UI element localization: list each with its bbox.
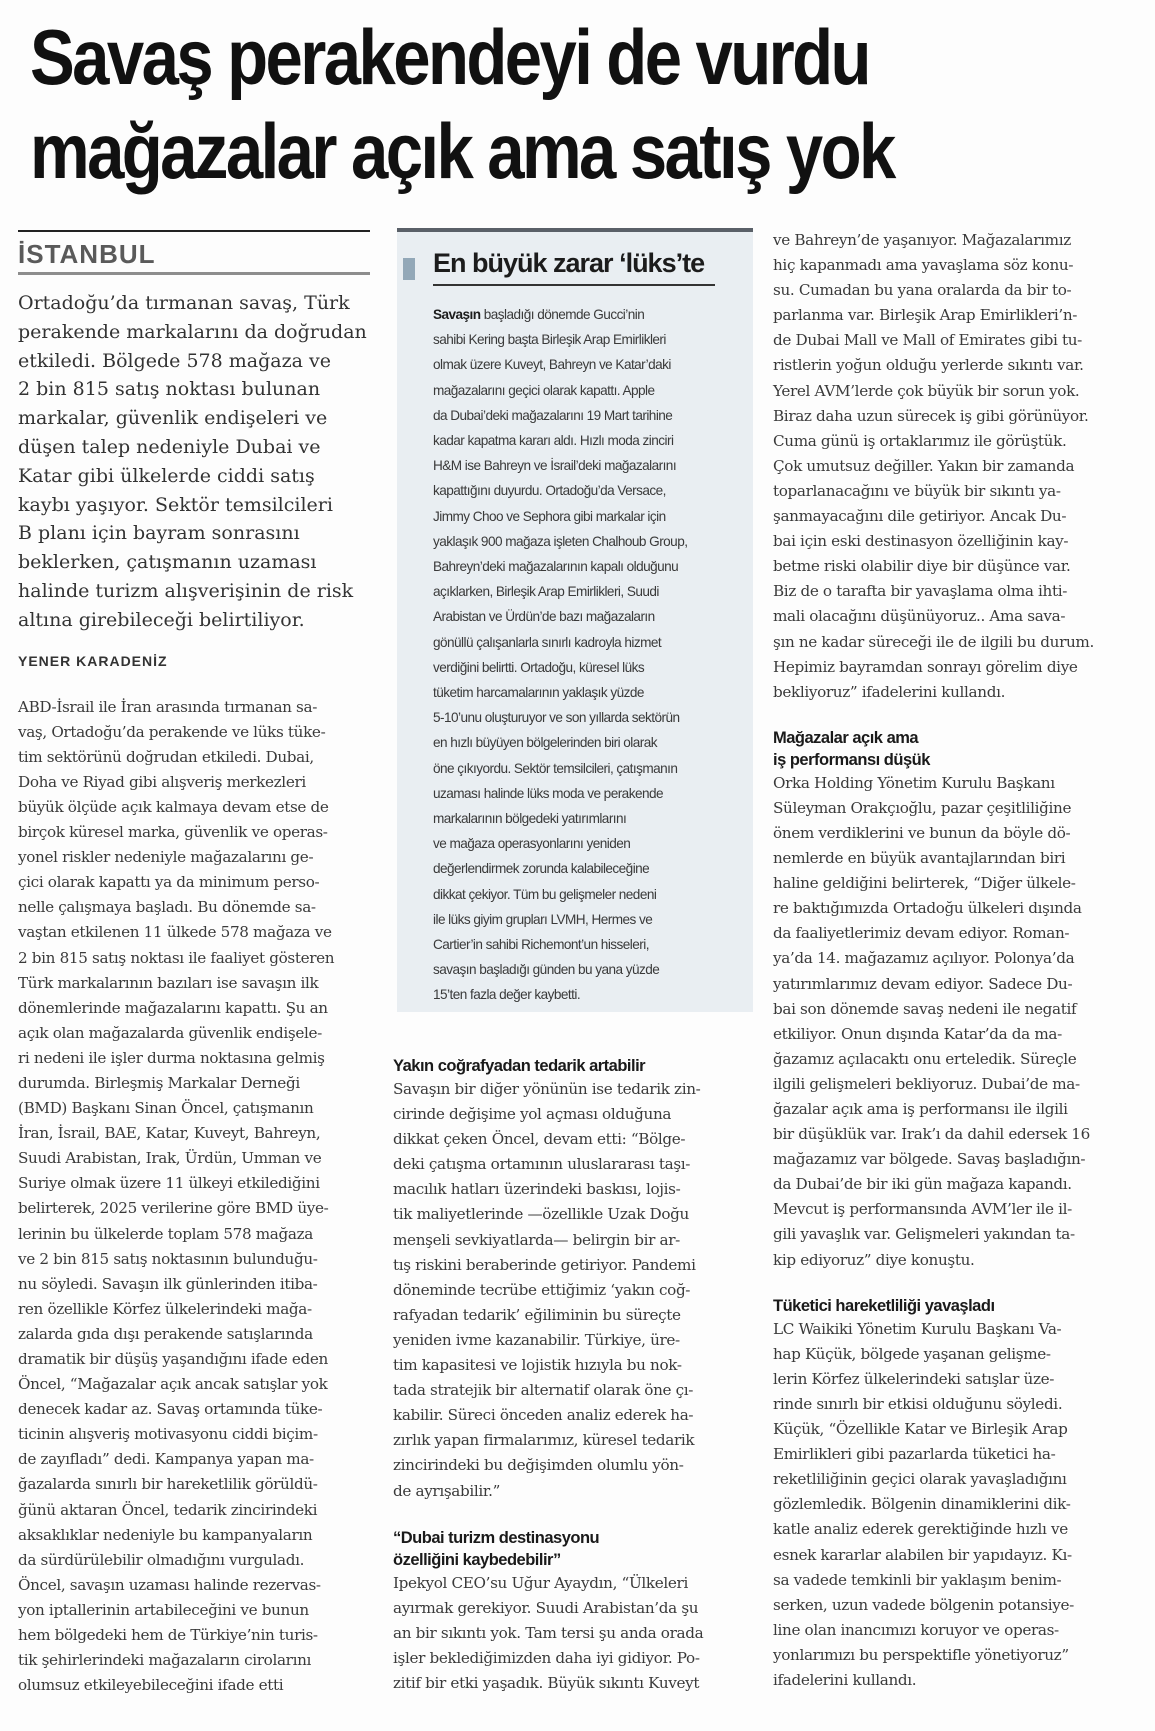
text-line: sahibi Kering başta Birleşik Arap Emirlikleri	[433, 332, 666, 348]
text-line: betme riski olabilir diye bir düşünce var.	[773, 557, 1071, 576]
text-line: Ortadoğu’da tırmanan savaş, Türk	[18, 292, 350, 314]
text-line: ğazalarda sınırlı bir hareketlilik görüldü-	[18, 1475, 318, 1494]
text-line: lerin Körfez ülkelerindeki satışlar üze-	[773, 1369, 1055, 1388]
text-line: aksaklıklar nedeniyle bu kampanyaların	[18, 1525, 313, 1544]
text-line: lerinin bu ülkelerde toplam 578 mağaza	[18, 1224, 313, 1243]
text-line: açık olan mağazalarda güvenlik endişele-	[18, 1023, 322, 1042]
text-line: ve Bahreyn’de yaşanıyor. Mağazalarımız	[773, 231, 1071, 249]
text-line: bai son dönemde savaş nedeni ile negatif	[773, 999, 1077, 1018]
text-line: an bir sıkıntı yok. Tam tersi şu anda orada	[393, 1624, 704, 1643]
text-line: Katar gibi ülkelerde ciddi satış	[18, 464, 315, 487]
text-line: serken, uzun vadede bölgenin potansiye-	[773, 1595, 1074, 1614]
text-line: 2 bin 815 satış noktası ile faaliyet gösteren	[18, 948, 335, 967]
text-line: kaybı yaşıyor. Sektör temsilcileri	[18, 493, 333, 516]
text-line: en hızlı büyüyen bölgelerinden biri olarak	[433, 735, 658, 751]
text-line: mağazalarını geçici olarak kapattı. Apple	[433, 382, 655, 398]
text-line: (BMD) Başkanı Sinan Öncel, çatışmanın	[18, 1099, 314, 1118]
text-line: da Dubai’de bir iki gün mağaza kapandı.	[773, 1175, 1072, 1194]
text-line: kadar kapatma kararı aldı. Hızlı moda zinciri	[433, 433, 674, 449]
text-line: rafyadan tedarik’ eğiliminin bu süreçte	[393, 1305, 681, 1324]
sidebar-title: En büyük zarar ‘lüks’te	[433, 246, 715, 286]
text-line: tış riskini beraberinde getiriyor. Pandemi	[393, 1255, 696, 1274]
text-line: gili yavaşlık var. Gelişmeleri yakından ta-	[773, 1225, 1075, 1244]
headline-line: mağazalar açık ama satış yok	[30, 107, 894, 195]
text-line: parlanma var. Birleşik Arap Emirlikleri’n-	[773, 306, 1078, 325]
text-line: şın ne kadar süreceği ile de ilgili bu durum.	[773, 632, 1094, 651]
text-line: hem bölgedeki hem de Türkiye’nin turis-	[18, 1626, 318, 1645]
text-line: da faaliyetlerimiz devam ediyor. Roman-	[773, 924, 1070, 943]
text-line: kapattığını duyurdu. Ortadoğu’da Versace,	[433, 483, 666, 499]
text-line: re baktığımızda Ortadoğu ülkeleri dışında	[773, 899, 1082, 918]
text-line: hiç kapanmadı ama yavaşlama söz konu-	[773, 256, 1074, 275]
text-line: yonel riskler nedeniyle mağazalarını ge-	[18, 848, 314, 867]
text-line: olmak üzere Kuveyt, Bahreyn ve Katar’daki	[433, 357, 671, 373]
text-line: bai için eski destinasyon özelliğinin kay-	[773, 532, 1069, 551]
text-line: Cartier’in sahibi Richemont’un hisseleri,	[433, 937, 649, 953]
text-line: açıklarken, Birleşik Arap Emirlikleri, Suudi	[433, 584, 659, 600]
text-line: macılık hatları üzerindeki baskısı, lojis-	[393, 1180, 681, 1199]
lead-paragraph	[18, 289, 370, 635]
text-line: değerlendirmek zorunda kalabileceğine	[433, 861, 650, 877]
text-line: savaşın başladığı günden bu yana yüzde	[433, 962, 660, 978]
text-line: vaş, Ortadoğu’da perakende ve lüks tüke-	[18, 722, 326, 741]
text-line: döneminde tecrübe ettiğimiz ‘yakın coğ-	[393, 1280, 691, 1299]
headline-line: Savaş perakendeyi de vurdu	[30, 13, 869, 101]
text-line: ifadelerini kullandı.	[773, 1670, 917, 1689]
text-line: dikkat çekiyor. Tüm bu gelişmeler nedeni	[433, 886, 657, 902]
section-supply	[393, 1055, 753, 1504]
text-line: da sürdürülebilir olmadığını vurguladı.	[18, 1550, 305, 1569]
subhead-line: “Dubai turizm destinasyonu	[393, 1529, 600, 1547]
text-line: Çok umutsuz değiller. Yakın bir zamanda	[773, 456, 1075, 475]
text-line: ya’da 14. mağazamız açılıyor. Polonya’da	[773, 949, 1075, 968]
text-line: Ipekyol CEO’su Uğur Ayaydın, “Ülkeleri	[393, 1574, 688, 1592]
text-line: tüketim harcamalarının yaklaşık yüzde	[433, 685, 644, 701]
article-headline	[30, 10, 985, 198]
text-line: vaştan etkilenen 11 ülkede 578 mağaza ve	[18, 923, 332, 942]
text-line: ğazalar açık ama iş performansı ile ilgili	[773, 1100, 1068, 1118]
text-line: de Dubai Mall ve Mall of Emirates gibi tu-	[773, 331, 1082, 350]
text-line: ren özellikle Körfez ülkelerindeki mağa-	[18, 1299, 312, 1318]
text-line: Emirlikleri gibi pazarlarda tüketici ha-	[773, 1445, 1056, 1464]
text-line: zırlık yapan firmalarımız, küresel tedarik	[393, 1431, 695, 1450]
text-line: tim sektörünü doğrudan etkiledi. Dubai,	[18, 747, 314, 766]
subhead-line: özelliğini kaybedebilir”	[393, 1551, 561, 1569]
text-line: 5-10’unu oluşturuyor ve son yıllarda sektörün	[433, 710, 680, 726]
text-line: yon iptallerinin artabileceğini ve bunun	[18, 1600, 309, 1619]
text-line: esnek kararlar alabilen bir yapıdayız. Kı-	[773, 1545, 1072, 1564]
text-line: altına girebileceği belirtiliyor.	[18, 608, 305, 631]
body-text	[773, 1317, 1135, 1693]
body-text	[393, 1571, 753, 1696]
text-line: haline geldiğini belirterek, “Diğer ülkele-	[773, 874, 1076, 893]
text-line: dönemlerinde mağazalarını kapattı. Şu an	[18, 998, 328, 1017]
text-line: etkiledi. Bölgede 578 mağaza ve	[18, 349, 331, 372]
text-line: Hepimiz bayramdan sonrayı görelim diye	[773, 657, 1078, 676]
text-line: ve 2 bin 815 satış noktasının bulunduğu-	[18, 1249, 318, 1268]
text-line: önem verdiklerini ve bunun da böyle dö-	[773, 823, 1071, 842]
text-line: da Dubai’deki mağazalarını 19 Mart tarihine	[433, 407, 673, 423]
text-line: dikkat çeken Öncel, devam etti: “Bölge-	[393, 1130, 686, 1149]
sidebar-lines	[433, 327, 743, 1007]
text-line: Arabistan ve Ürdün’de bazı mağazaların	[433, 609, 655, 625]
body-text	[773, 771, 1135, 1273]
text-line: yeniden ivme kazanabilir. Türkiye, üre-	[393, 1330, 680, 1349]
text-line: rinde sınırlı bir etkisi olduğunu söyledi.	[773, 1394, 1063, 1413]
text-line: tik şehirlerindeki mağazaların cirolarını	[18, 1651, 312, 1670]
text-line: Savaşın bir diğer yönünün ise tedarik zin-	[393, 1080, 701, 1098]
text-line: Öncel, “Mağazalar açık ancak satışlar yok	[18, 1375, 328, 1394]
body-text	[773, 228, 1135, 705]
text-line: uzaması halinde lüks moda ve perakende	[433, 785, 663, 801]
text-line: perakende markalarını da doğrudan	[18, 320, 367, 343]
text-line: gözlemledik. Bölgenin dinamiklerini dik-	[773, 1495, 1071, 1514]
text-line: H&M ise Bahreyn ve İsrail’deki mağazalarını	[433, 458, 677, 474]
text-line: zincirindeki bu değişimden olumlu yön-	[393, 1456, 684, 1475]
text-line: etkiliyor. Onun dışında Katar’da da ma-	[773, 1024, 1062, 1043]
text-line: bir düşüklük var. Irak’ı da dahil edersek 16	[773, 1125, 1090, 1144]
text-line: Biraz daha uzun sürecek iş gibi görünüyor.	[773, 406, 1089, 425]
text-line: yaklaşık 900 mağaza işleten Chalhoub Group,	[433, 533, 688, 549]
text-line: büyük ölçüde açık kalmaya devam etse de	[18, 797, 329, 816]
text-line: Küçük, “Özellikle Katar ve Birleşik Arap	[773, 1420, 1068, 1439]
text-line: reketliliğinin geçici olarak yavaşladığını	[773, 1470, 1067, 1489]
text-line: hap Küçük, bölgede yaşanan gelişme-	[773, 1344, 1051, 1363]
text-line: belirterek, 2025 verilerine göre BMD üye-	[18, 1199, 329, 1218]
text-line: kip ediyoruz” diye konuştu.	[773, 1250, 975, 1269]
text-line: Doha ve Riyad gibi alışveriş merkezleri	[18, 772, 306, 791]
text-line: su. Cumadan bu yana oralarda da bir to-	[773, 281, 1072, 300]
text-line: Cuma günü iş ortaklarımız ile görüştük.	[773, 431, 1067, 450]
text-line: line olan inancımızı koruyor ve operas-	[773, 1620, 1059, 1639]
text-line: ğazamız açılacaktı onu erteledik. Süreçle	[773, 1049, 1077, 1068]
body-text	[18, 695, 370, 1699]
text-line: yonlarımızı bu perspektifle yönetiyoruz”	[773, 1645, 1069, 1664]
text-line: işler beklediğimizden daha iyi gidiyor. Po-	[393, 1649, 700, 1668]
text-line: bekliyoruz” ifadelerini kullandı.	[773, 682, 1006, 701]
text-line: yatırımlarımız devam ediyor. Sadece Du-	[773, 974, 1073, 993]
text-line: Jimmy Choo ve Sephora gibi markalar için	[433, 508, 666, 524]
text-line: verdiğini belirtti. Ortadoğu, küresel lüks	[433, 659, 645, 675]
text-line: ayırmak gerekiyor. Suudi Arabistan’da şu	[393, 1599, 699, 1618]
subhead	[393, 1527, 753, 1571]
subhead-line: Mağazalar açık ama	[773, 728, 919, 747]
text-line: dramatik bir düşüş yaşandığını ifade eden	[18, 1350, 328, 1368]
body-text	[393, 1077, 753, 1504]
text-line: nelle çalışmaya başladı. Bu dönemde sa-	[18, 898, 316, 917]
text-line: nu söyledi. Savaşın ilk günlerinden itiba-	[18, 1274, 318, 1293]
text-line: cirinde değişime yol açması olduğuna	[393, 1105, 672, 1124]
text-line: Türk markalarının bazıları ise savaşın ilk	[18, 973, 319, 992]
text-line: ri nedeni ile işler durma noktasına gelmiş	[18, 1048, 325, 1067]
text-line: Bahreyn’deki mağazalarının kapalı olduğunu	[433, 559, 679, 575]
text-line: olumsuz etkileyebileceğini ifade etti	[18, 1676, 284, 1695]
text-line: 15’ten fazla değer kaybetti.	[433, 987, 581, 1003]
text-line: zitif bir etki yaşadık. Büyük sıkıntı Kuveyt	[393, 1674, 700, 1693]
text-line: tik maliyetlerinde —özellikle Uzak Doğu	[393, 1205, 689, 1224]
sidebar-box	[397, 228, 753, 1012]
sidebar-body	[433, 302, 743, 1008]
text-line: Süleyman Orakçıoğlu, pazar çeşitliliğine	[773, 798, 1072, 817]
text-line: ğünü aktaran Öncel, tedarik zincirindeki	[18, 1500, 318, 1519]
byline: YENER KARADENİZ	[18, 652, 168, 669]
text-line: markalarının bölgedeki yatırımlarını	[433, 811, 627, 827]
column-3	[773, 228, 1135, 1693]
divider	[18, 272, 370, 275]
text-line: ristlerin yoğun olduğu yerlerde sıkıntı var.	[773, 356, 1084, 375]
text-line: ticinin alışveriş motivasyonu ciddi biçim-	[18, 1425, 318, 1444]
text-line: Suriye olmak üzere 11 ülkeyi etkilediğini	[18, 1174, 320, 1193]
text-line: tim kapasitesi ve lojistik hızıyla bu nok-	[393, 1356, 682, 1375]
subhead: Yakın coğrafyadan tedarik artabilir	[393, 1057, 646, 1075]
text-line: kabilir. Süreci önceden analiz ederek ha-	[393, 1406, 694, 1425]
text-line: zalarda gıda dışı perakende satışlarında	[18, 1324, 313, 1343]
text-line: çici olarak kapattı ya da minimum perso-	[18, 873, 320, 892]
section-dubai	[393, 1527, 753, 1696]
column-1	[18, 225, 370, 1698]
text-line: düşen talep nedeniyle Dubai ve	[18, 435, 321, 458]
subhead-line: iş performansı düşük	[773, 750, 930, 769]
subhead: Tüketici hareketliliği yavaşladı	[773, 1296, 995, 1315]
text-line: Yerel AVM’lerde çok büyük bir sorun yok.	[773, 381, 1080, 400]
text-line: mağazamız var bölgede. Savaş başladığın-	[773, 1150, 1086, 1169]
subhead	[773, 727, 1135, 771]
text-line: ve mağaza operasyonlarını yeniden	[433, 836, 631, 852]
text-line: şanmayacağını dile getiriyor. Ancak Du-	[773, 507, 1067, 526]
text-line: B planı için bayram sonrasını	[18, 522, 300, 545]
text-line: Mevcut iş performansında AVM’ler ile il-	[773, 1200, 1072, 1219]
sidebar-line: başladığı dönemde Gucci’nin	[480, 307, 645, 322]
text-line: öne çıkıyordu. Sektör temsilcileri, çatışmanın	[433, 760, 678, 776]
text-line: gönüllü çalışanlarla sınırlı kadroyla hizmet	[433, 634, 662, 650]
text-line: de ayrışabilir.”	[393, 1481, 501, 1500]
text-line: markalar, güvenlik endişeleri ve	[18, 407, 328, 430]
text-line: mali olacağını düşünüyoruz.. Ama sava-	[773, 607, 1066, 626]
text-line: ABD-İsrail ile İran arasında tırmanan sa-	[18, 697, 317, 716]
text-line: de zayıfladı” dedi. Kampanya yapan ma-	[18, 1450, 314, 1469]
text-line: Suudi Arabistan, Irak, Ürdün, Umman ve	[18, 1149, 322, 1168]
text-line: toparlanacağını ve büyük bir sıkıntı ya-	[773, 481, 1061, 500]
text-line: tada stratejik bir alternatif olarak öne çı-	[393, 1381, 694, 1400]
text-line: Orka Holding Yönetim Kurulu Başkanı	[773, 773, 1055, 792]
text-line: İran, İsrail, BAE, Katar, Kuveyt, Bahreyn,	[18, 1124, 321, 1143]
text-line: LC Waikiki Yönetim Kurulu Başkanı Va-	[773, 1319, 1062, 1338]
text-line: halinde turizm alışverişinin de risk	[18, 579, 354, 602]
text-line: denecek kadar az. Savaş ortamında tüke-	[18, 1400, 323, 1419]
text-line: 2 bin 815 satış noktası bulunan	[18, 378, 321, 401]
text-line: ile lüks giyim grupları LVMH, Hermes ve	[433, 911, 653, 927]
box-marker-decoration	[403, 258, 415, 280]
text-line: nemlerde en büyük avantajlarından biri	[773, 849, 1066, 868]
text-line: deki çatışma ortamının uluslararası taşı-	[393, 1155, 691, 1174]
dateline: İSTANBUL	[18, 239, 156, 269]
text-line: Biz de o tarafta bir yavaşlama olma ihti-	[773, 582, 1068, 601]
text-line: birçok küresel marka, güvenlik ve operas-	[18, 823, 328, 842]
text-line: durumda. Birleşmiş Markalar Derneği	[18, 1073, 300, 1092]
text-line: ilgili gelişmeleri bekliyoruz. Dubai’de ma-	[773, 1074, 1080, 1093]
text-line: Öncel, savaşın uzaması halinde rezervas-	[18, 1575, 321, 1594]
text-line: beklerken, çatışmanın uzaması	[18, 551, 317, 574]
text-line: katle analiz ederek gerektiğinde hızlı ve	[773, 1520, 1068, 1539]
text-line: menşeli sevkiyatlarda— belirgin bir ar-	[393, 1230, 680, 1249]
text-line: sa vadede temkinli bir yaklaşım benim-	[773, 1570, 1062, 1589]
sidebar-lead-word: Savaşın	[433, 307, 481, 322]
